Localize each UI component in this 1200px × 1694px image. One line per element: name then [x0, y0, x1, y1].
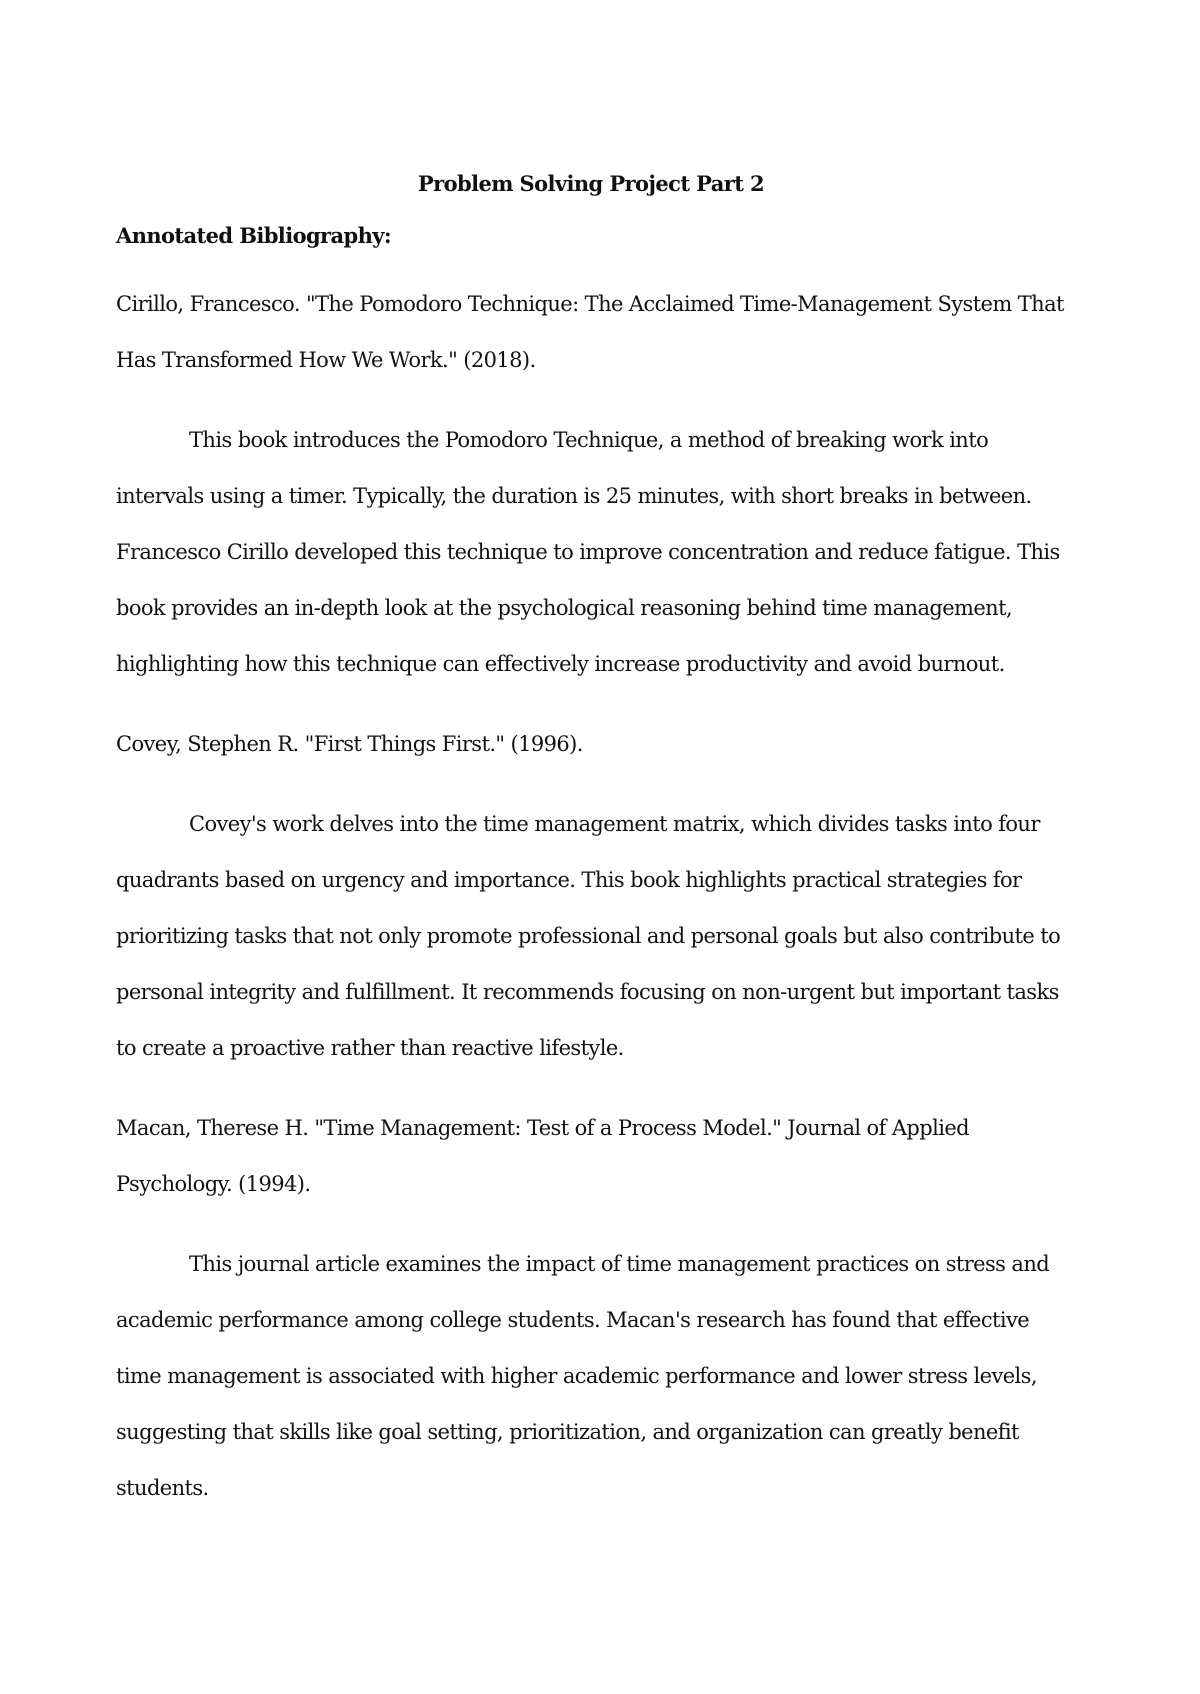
annotation-covey: Covey's work delves into the time management matrix, which divides tasks into four quadrants based on urgency and importance. This book highlights practical strategies for prioritizing tasks that not only promote professional and personal goals but also contribute to personal integrity and fulfillment. It recommends focusing on non-urgent but important tasks to create a proactive rather than reactive lifestyle. [116, 812, 1061, 1060]
citation-cirillo: Cirillo, Francesco. "The Pomodoro Technique: The Acclaimed Time-Management System That Has Transformed How We Work." (2018). [116, 292, 1064, 372]
section-heading: Annotated Bibliography: [116, 223, 392, 248]
annotation-macan: This journal article examines the impact of time management practices on stress and academic performance among college students. Macan's research has found that effective time management is associated with higher academic performance and lower stress levels, suggesting that skills like goal setting, prioritization, and organization can greatly benefit students. [116, 1252, 1050, 1500]
citation-covey: Covey, Stephen R. "First Things First." (1996). [116, 732, 583, 756]
citation-macan: Macan, Therese H. "Time Management: Test of a Process Model." Journal of Applied Psychology. (1994). [116, 1116, 970, 1196]
annotation-cirillo: This book introduces the Pomodoro Technique, a method of breaking work into intervals using a timer. Typically, the duration is 25 minutes, with short breaks in between. Francesco Cirillo developed this technique to improve concentration and reduce fatigue. This book provides an in-depth look at the psychological reasoning behind time management, highlighting how this technique can effectively increase productivity and avoid burnout. [116, 428, 1060, 676]
document-title: Problem Solving Project Part 2 [417, 171, 765, 196]
document-content [116, 168, 1066, 1516]
